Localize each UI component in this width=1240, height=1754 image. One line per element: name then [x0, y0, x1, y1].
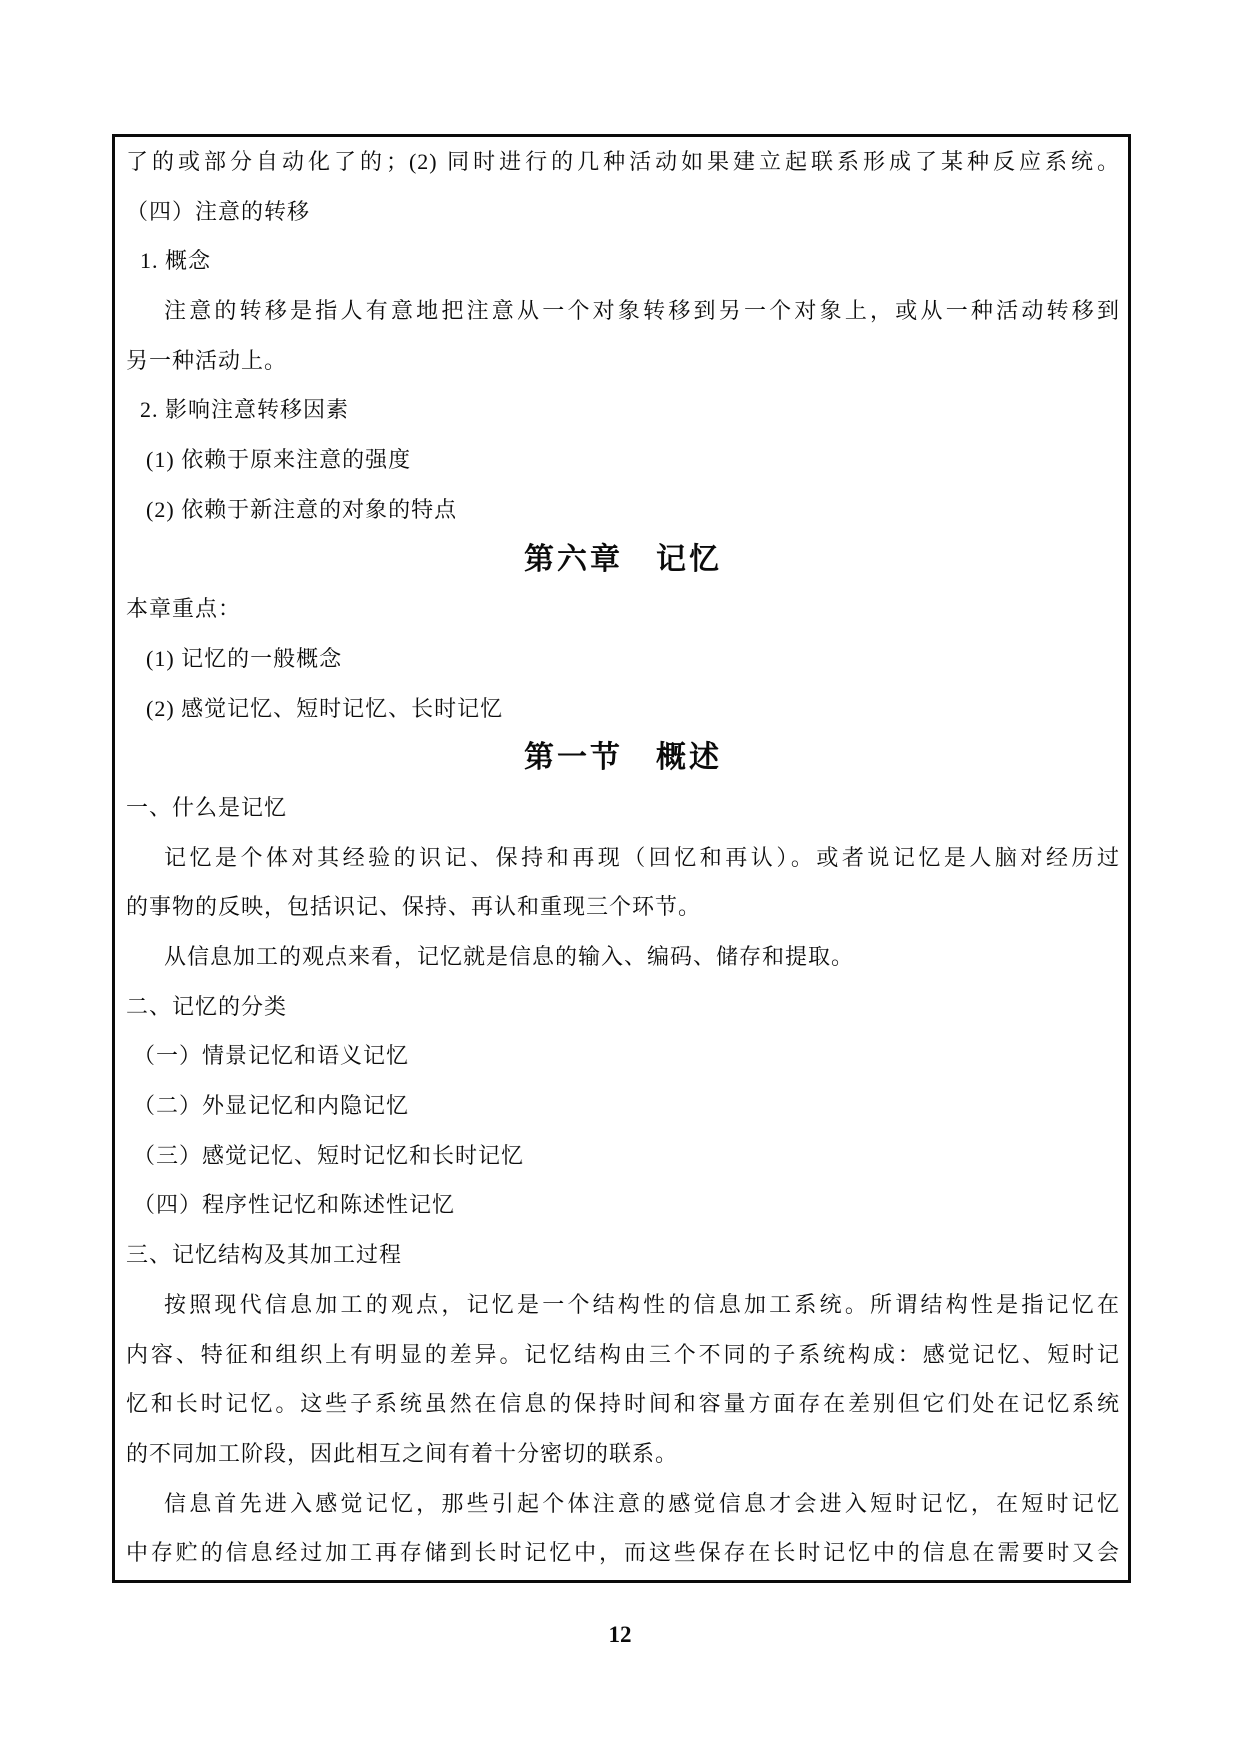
document-body: [126, 137, 1120, 1578]
text-line: 三、记忆结构及其加工过程: [126, 1242, 403, 1268]
text-line: 的不同加工阶段，因此相互之间有着十分密切的联系。: [126, 1440, 679, 1466]
text-line: 记忆是个体对其经验的识记、保持和再现（回忆和再认）。或者说记忆是人脑对经历过: [164, 844, 1120, 870]
text-line: 2. 影响注意转移因素: [140, 397, 350, 423]
text-line: 本章重点：: [126, 596, 242, 622]
text-line: 的事物的反映，包括识记、保持、再认和重现三个环节。: [126, 894, 702, 920]
text-line: 1. 概念: [140, 248, 212, 274]
text-line: 按照现代信息加工的观点，记忆是一个结构性的信息加工系统。所谓结构性是指记忆在: [164, 1291, 1120, 1317]
text-line: （四）程序性记忆和陈述性记忆: [133, 1192, 456, 1218]
chapter-heading: 第六章 记忆: [524, 542, 722, 576]
text-line: (1) 依赖于原来注意的强度: [146, 447, 412, 473]
content-frame: [112, 134, 1131, 1583]
text-line: （三）感觉记忆、短时记忆和长时记忆: [133, 1142, 525, 1168]
text-line: 另一种活动上。: [126, 347, 288, 373]
text-line: (2) 依赖于新注意的对象的特点: [146, 496, 458, 522]
text-line: 了的或部分自动化了的；(2) 同时进行的几种活动如果建立起联系形成了某种反应系统。: [126, 149, 1120, 174]
text-line: （二）外显记忆和内隐记忆: [133, 1093, 410, 1119]
text-line: 一、什么是记忆: [126, 794, 288, 820]
section-heading: 第一节 概述: [524, 741, 722, 775]
text-line: 信息首先进入感觉记忆，那些引起个体注意的感觉信息才会进入短时记忆，在短时记忆: [164, 1490, 1120, 1516]
text-line: 中存贮的信息经过加工再存储到长时记忆中，而这些保存在长时记忆中的信息在需要时又会: [126, 1540, 1120, 1566]
page-number: 12: [608, 1622, 632, 1647]
text-line: 注意的转移是指人有意地把注意从一个对象转移到另一个对象上，或从一种活动转移到: [164, 298, 1120, 324]
text-line: 忆和长时记忆。这些子系统虽然在信息的保持时间和容量方面存在差别但它们处在记忆系统: [126, 1391, 1120, 1417]
text-line: (2) 感觉记忆、短时记忆、长时记忆: [146, 695, 504, 721]
text-line: （一）情景记忆和语义记忆: [133, 1043, 410, 1069]
text-line: 从信息加工的观点来看，记忆就是信息的输入、编码、储存和提取。: [164, 944, 855, 969]
text-line: （四）注意的转移: [126, 198, 311, 224]
text-line: 二、记忆的分类: [126, 993, 288, 1019]
text-line: (1) 记忆的一般概念: [146, 645, 343, 671]
text-line: 内容、特征和组织上有明显的差异。记忆结构由三个不同的子系统构成：感觉记忆、短时记: [126, 1341, 1120, 1367]
